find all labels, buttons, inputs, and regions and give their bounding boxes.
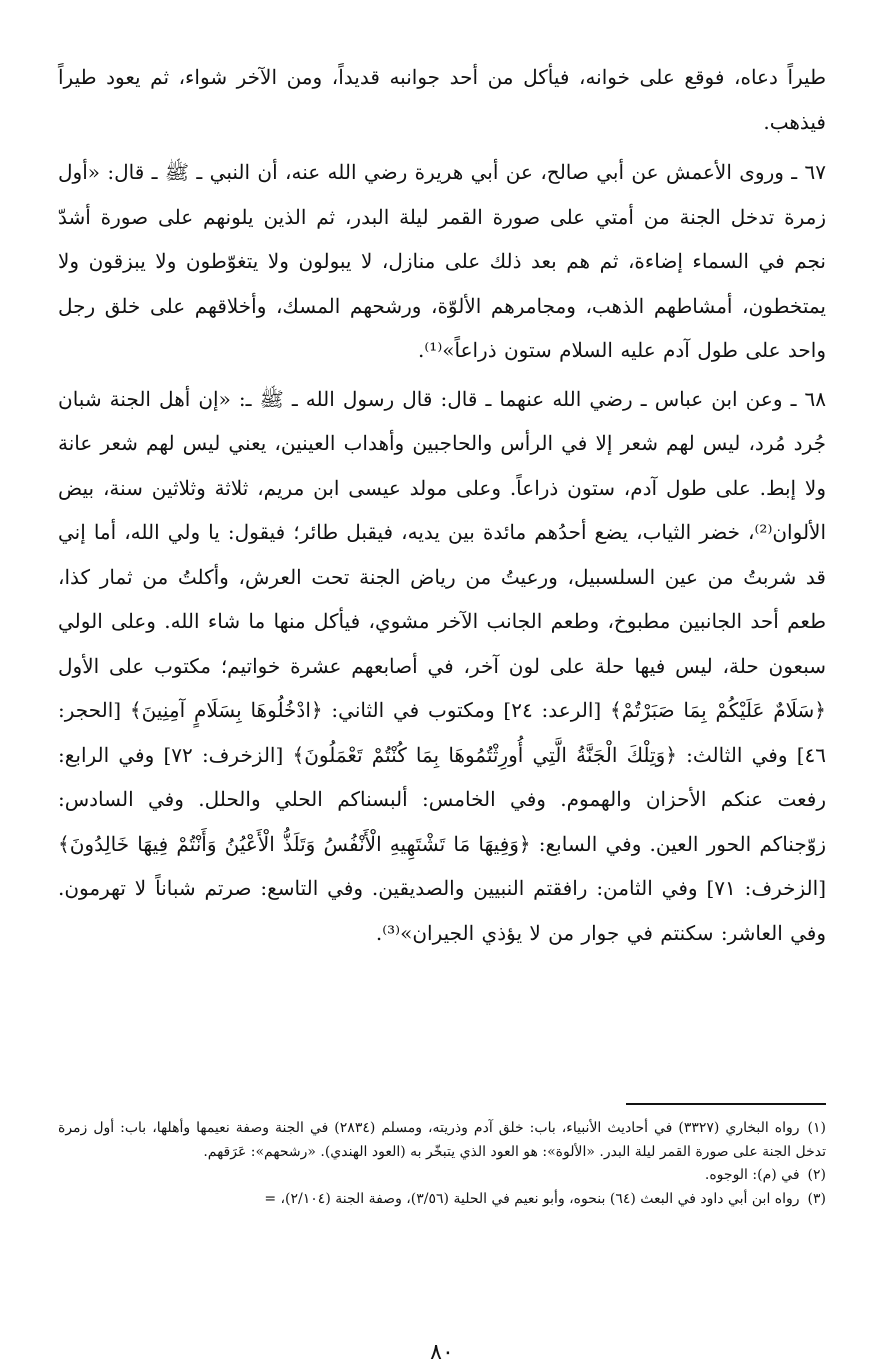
footnote-number: (١)	[807, 1120, 826, 1136]
footnote-number: (٣)	[807, 1190, 826, 1207]
footnote-1	[58, 1117, 826, 1164]
paragraph-hadith-68: ٦٨ ـ وعن ابن عباس ـ رضي الله عنهما ـ قال: قال رسول الله ـ ﷺ ـ: «إن أهل الجنة شبان جُرد مُرد، ليس لهم شعر إلا في الرأس والحاجبين وأهداب العينين، يعني ليس لهم شعر عانة ولا إبط. على طول آدم، ستون ذراعاً. وعلى مولد عيسى ابن مريم، ثلاثة وثلاثين سنة، بيض الألوان⁽²⁾، خضر الثياب، يضع أحدُهم مائدة بين يديه، فيقبل طائر؛ فيقول: يا ولي الله، أما إني قد شربتُ من عين السلسبيل، ورعيتُ من رياض الجنة تحت العرش، وأكلتُ من ثمار كذا، طعم أحد الجانبين مطبوخ، وطعم الجانب الآخر مشوي، فيأكل منها ما شاء الله. وعلى الولي سبعون حلة، ليس فيها حلة على لون آخر، في أصابعهم عشرة خواتيم؛ مكتوب على الأول ﴿سَلَامٌ عَلَيْكُمْ بِمَا صَبَرْتُمْ﴾ [الرعد: ٢٤] ومكتوب في الثاني: ﴿ادْخُلُوهَا بِسَلَامٍ آمِنِينَ﴾ [الحجر: ٤٦] وفي الثالث: ﴿وَتِلْكَ الْجَنَّةُ الَّتِي أُورِثْتُمُوهَا بِمَا كُنْتُمْ تَعْمَلُونَ﴾ [الزخرف: ٧٢] وفي الرابع: رفعت عنكم الأحزان والهموم. وفي الخامس: ألبسناكم الحلي والحلل. وفي السادس: زوّجناكم الحور العين. وفي السابع: ﴿وَفِيهَا مَا تَشْتَهِيهِ الْأَنْفُسُ وَتَلَذُّ الْأَعْيُنُ وَأَنْتُمْ فِيهَا خَالِدُونَ﴾ [الزخرف: ٧١] وفي الثامن: رافقتم النبيين والصديقين. وفي التاسع: صرتم شباناً لا تهرمون. وفي العاشر: سكنتم في جوار من لا يؤذي الجيران»⁽³⁾.	[58, 386, 827, 945]
paragraph-continuation: طيراً دعاه، فوقع على خوانه، فيأكل من أحد جوانبه قديداً، ومن الآخر شواء، ثم يعود طيراً فيذهب.	[58, 65, 826, 134]
footnote-text: رواه ابن أبي داود في البعث (٦٤) بنحوه، وأبو نعيم في الحلية (٣/٥٦)، وصفة الجنة (٢/١٠٤)، =	[264, 1190, 800, 1207]
footnote-2	[58, 1164, 826, 1188]
footnote-3	[58, 1188, 826, 1212]
page-number: ٨٠	[430, 1340, 454, 1365]
book-page	[58, 55, 826, 1369]
footnote-separator	[626, 1103, 826, 1105]
footnote-number: (٢)	[807, 1167, 826, 1183]
footnotes	[58, 1117, 826, 1211]
footnote-text: رواه البخاري (٣٣٢٧) في أحاديث الأنبياء، باب: خلق آدم وذريته، ومسلم (٢٨٣٤) في الجنة وصفة نعيمها وأهلها، باب: أول زمرة تدخل الجنة على صورة القمر ليلة البدر. «الألوة»: هو العود الذي يتبخّر به (العود الهندي). «رشحهم»: عَرَقهم.	[58, 1120, 826, 1160]
paragraph-hadith-67: ٦٧ ـ وروى الأعمش عن أبي صالح، عن أبي هريرة رضي الله عنه، أن النبي ـ ﷺ ـ قال: «أول زمرة تدخل الجنة من أمتي على صورة القمر ليلة البدر، ثم الذين يلونهم على صورة أشدّ نجم في السماء إضاءة، ثم هم بعد ذلك على منازل، لا يبولون ولا يتغوّطون ولا يبزقون ولا يمتخطون، أمشاطهم الذهب، ومجامرهم الألوّة، ورشحهم المسك، وأخلاقهم على خلق رجل واحد على طول آدم عليه السلام ستون ذراعاً»⁽¹⁾.	[58, 160, 827, 362]
main-text	[58, 55, 826, 955]
footnote-text: في (م): الوجوه.	[704, 1167, 800, 1183]
